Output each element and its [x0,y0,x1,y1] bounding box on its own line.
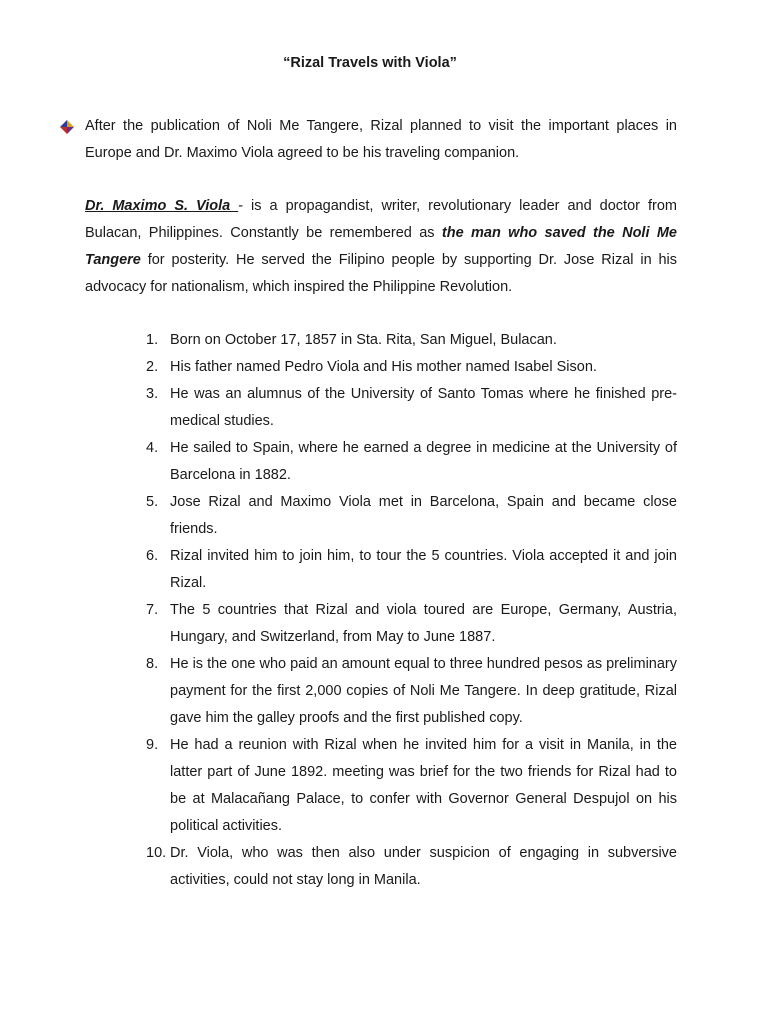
list-item-text: The 5 countries that Rizal and viola toured are Europe, Germany, Austria, Hungary, and Switzerland, from May to June 1887. [170,602,677,645]
list-item-text: Dr. Viola, who was then also under suspicion of engaging in subversive activities, could not stay long in Manila. [170,845,677,888]
list-item [146,840,677,894]
list-item [146,327,677,354]
list-item-number: 4. [146,440,159,456]
list-item-text: He had a reunion with Rizal when he invited him for a visit in Manila, in the latter part of June 1892. meeting was brief for the two friends for Rizal had to be at Malacañang Palace, to confer with Governor General Despujol on his political activities. [170,737,677,834]
list-item-number: 2. [146,359,159,375]
list-item-number: 10. [146,845,167,861]
list-item-number: 8. [146,656,159,672]
diamond-bullet-icon [60,120,74,134]
list-item-text: He is the one who paid an amount equal to three hundred pesos as preliminary payment for the first 2,000 copies of Noli Me Tangere. In deep gratitude, Rizal gave him the galley proofs and the first published copy. [170,656,678,726]
list-item [146,354,677,381]
list-item [146,651,677,732]
document-title: “Rizal Travels with Viola” [283,55,457,71]
bio-text-2: for posterity. He served the Filipino people by supporting Dr. Jose Rizal in his advocacy for nationalism, which inspired the Philippine Revolution. [85,252,677,295]
list-item-text: He was an alumnus of the University of Santo Tomas where he finished pre-medical studies. [170,386,677,429]
list-item [146,597,677,651]
bio-text-1: - is a propagandist, writer, revolutionary leader and doctor from Bulacan, Philippines. Constantly be remembered as [85,198,677,241]
list-item-text: Born on October 17, 1857 in Sta. Rita, San Miguel, Bulacan. [170,332,557,348]
list-item-text: Rizal invited him to join him, to tour the 5 countries. Viola accepted it and join Rizal. [170,548,677,591]
list-item-number: 5. [146,494,159,510]
bio-name: Dr. Maximo S. Viola [85,198,239,214]
intro-bullet-paragraph: After the publication of Noli Me Tangere, Rizal planned to visit the important places in Europe and Dr. Maximo Viola agreed to be his traveling companion. [85,118,677,161]
list-item [146,381,677,435]
list-item-number: 7. [146,602,159,618]
list-item-text: Jose Rizal and Maximo Viola met in Barcelona, Spain and became close friends. [170,494,677,537]
bio-emphasis: the man who saved the Noli Me Tangere [85,225,677,268]
list-item-number: 1. [146,332,159,348]
list-item-number: 3. [146,386,159,402]
list-item-text: He sailed to Spain, where he earned a degree in medicine at the University of Barcelona in 1882. [170,440,677,483]
bio-paragraph [85,193,677,301]
list-item-number: 6. [146,548,159,564]
list-item [146,435,677,489]
list-item [146,489,677,543]
facts-list [146,327,677,894]
list-item [146,732,677,840]
list-item-text: His father named Pedro Viola and His mother named Isabel Sison. [170,359,597,375]
list-item [146,543,677,597]
list-item-number: 9. [146,737,159,753]
